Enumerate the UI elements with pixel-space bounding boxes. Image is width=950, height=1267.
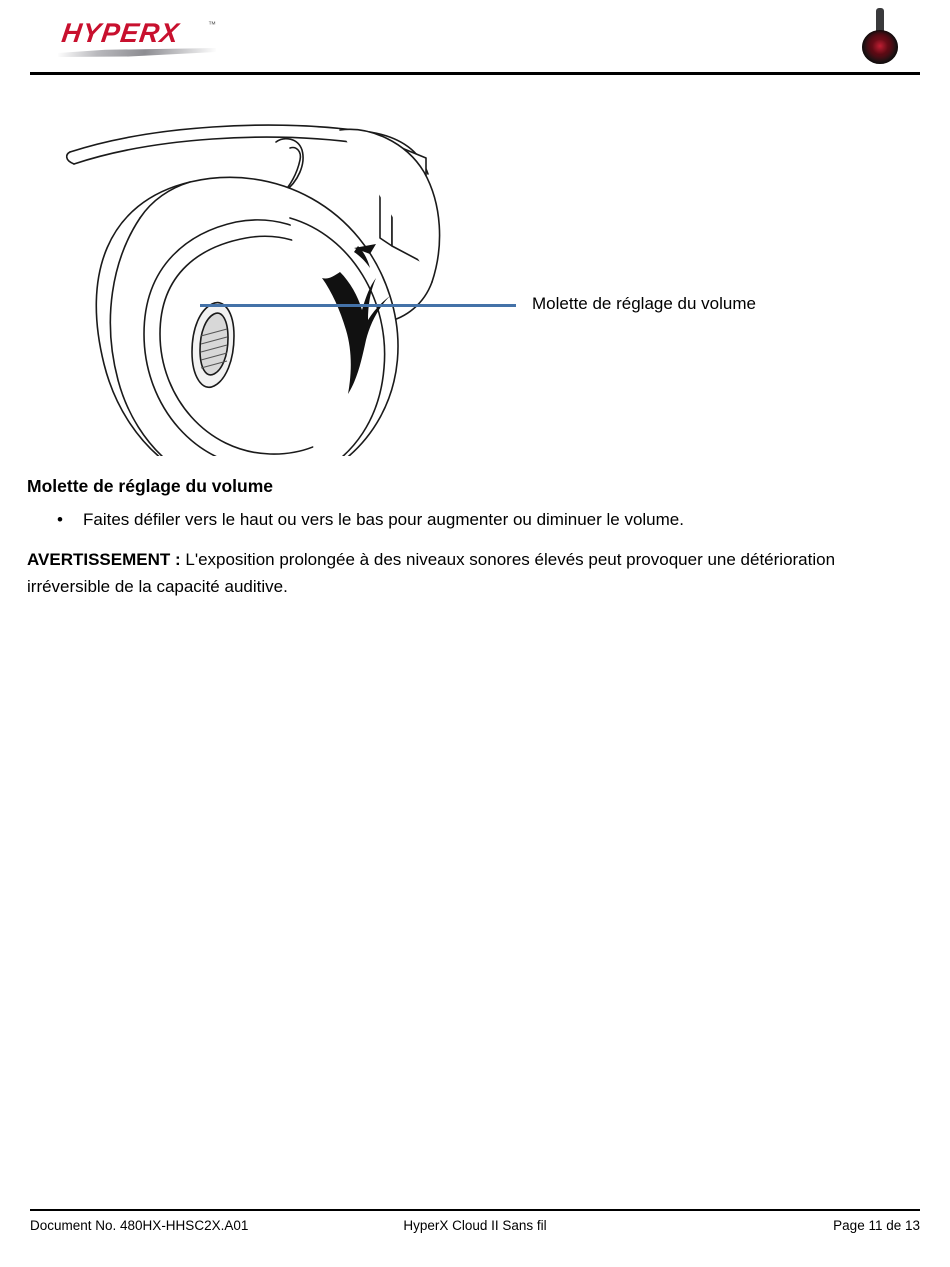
footer-divider	[30, 1209, 920, 1211]
page-header	[0, 0, 950, 76]
footer-product-name: HyperX Cloud II Sans fil	[403, 1218, 547, 1233]
logo-trademark: ™	[208, 20, 216, 29]
logo-swoosh-icon	[58, 48, 216, 57]
headset-icon	[858, 8, 902, 64]
callout-leader-line	[200, 304, 516, 307]
list-item-text: Faites défiler vers le haut ou vers le bas pour augmenter ou diminuer le volume.	[83, 510, 684, 529]
logo-wordmark: HYPERX	[59, 18, 182, 48]
hyperx-logo	[58, 12, 218, 60]
callout-label-volume-wheel: Molette de réglage du volume	[532, 294, 756, 313]
warning-text: L'exposition prolongée à des niveaux sonores élevés peut provoquer une détérioration irréversible de la capacité auditive.	[27, 549, 836, 597]
bullet-icon: •	[57, 510, 63, 529]
list-item	[27, 509, 857, 532]
warning-paragraph	[27, 546, 857, 600]
footer-document-number: Document No. 480HX-HHSC2X.A01	[30, 1218, 249, 1233]
footer-page-number: Page 11 de 13	[833, 1218, 920, 1233]
section-heading: Molette de réglage du volume	[27, 476, 274, 496]
content-body	[27, 476, 857, 600]
page-footer	[30, 1218, 920, 1233]
headset-earcup-icon	[862, 30, 898, 64]
headset-volume-wheel-diagram	[40, 96, 560, 456]
warning-label: AVERTISSEMENT :	[27, 549, 181, 569]
header-divider	[30, 72, 920, 75]
